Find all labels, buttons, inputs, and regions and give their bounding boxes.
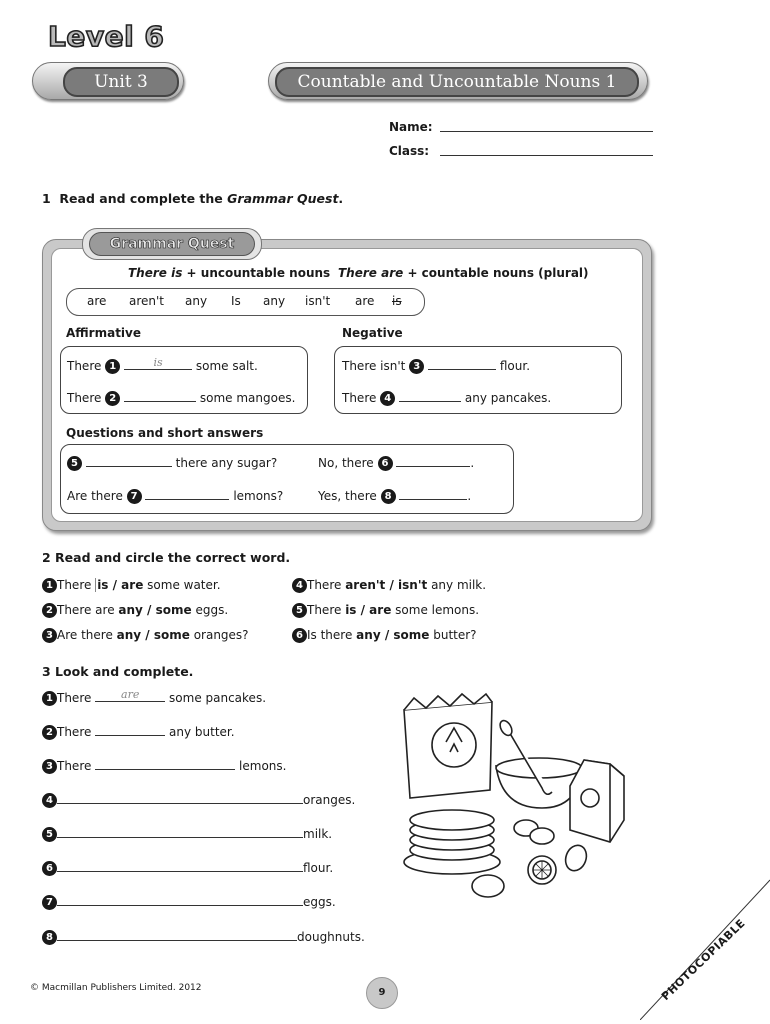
s3-text: lemons. (239, 759, 287, 773)
rule-right-b: + countable nouns (plural) (403, 266, 589, 280)
section1-text-end: . (338, 191, 344, 206)
section1-instruction (42, 191, 343, 206)
s2-text: There (307, 578, 346, 592)
answer-blank[interactable] (57, 791, 303, 804)
gq-item-text: There (67, 359, 102, 373)
answer-blank[interactable] (95, 723, 165, 736)
number-badge: 3 (409, 359, 424, 374)
s2-text: any milk. (427, 578, 487, 592)
class-label: Class: (389, 144, 430, 158)
word-bank-item: isn't (305, 294, 331, 308)
s3-text: oranges. (303, 793, 356, 807)
s2-options[interactable]: any / some (356, 628, 430, 642)
number-badge: 2 (105, 391, 120, 406)
s2-options[interactable]: is / are (97, 578, 144, 592)
word-bank-item: any (185, 294, 208, 308)
mixing-bowl-icon (496, 719, 582, 808)
answer-blank[interactable] (95, 689, 165, 702)
answer-blank[interactable] (86, 454, 172, 467)
s2-text: Is there (307, 628, 357, 642)
rule-uncountable (128, 266, 330, 280)
s2-item-6 (292, 628, 477, 643)
answer-blank[interactable] (124, 357, 192, 370)
answer-blank[interactable] (57, 893, 303, 906)
word-bank-item-crossed: is (392, 294, 402, 308)
unit-label: Unit 3 (63, 67, 179, 97)
answer-blank[interactable] (95, 757, 235, 770)
number-badge: 7 (42, 895, 57, 910)
rule-countable (338, 266, 589, 280)
rule-right-a: There are (338, 266, 404, 280)
affirmative-label: Affirmative (66, 326, 141, 340)
worksheet-title: Countable and Uncountable Nouns 1 (275, 67, 639, 97)
s2-text: There are (57, 603, 119, 617)
s2-item-1 (42, 578, 221, 593)
number-badge: 5 (292, 603, 307, 618)
s3-item-8 (42, 928, 365, 945)
food-illustration-icon (392, 690, 640, 900)
number-badge: 1 (42, 578, 57, 593)
pancakes-icon (404, 810, 500, 874)
s2-item-4 (292, 578, 486, 593)
s2-text: some lemons. (391, 603, 480, 617)
class-field[interactable] (440, 155, 653, 156)
s2-text: There (57, 578, 96, 592)
word-bank-item: are (355, 294, 375, 308)
s3-item-6 (42, 859, 333, 876)
s3-text: flour. (303, 861, 334, 875)
section2-instruction: 2 Read and circle the correct word. (42, 550, 291, 565)
gq-item-3 (342, 357, 530, 374)
s3-text: There (57, 725, 92, 739)
gq-item-1 (67, 357, 258, 374)
photocopiable-label: PHOTOCOPIABLE (658, 916, 748, 1003)
word-bank-item: are (87, 294, 107, 308)
gq-item-7 (67, 487, 283, 504)
gq-item-4 (342, 389, 551, 406)
number-badge: 1 (42, 691, 57, 706)
gq-item-2 (67, 389, 295, 406)
number-badge: 2 (42, 725, 57, 740)
s2-text: oranges? (189, 628, 249, 642)
corner-fold-icon (640, 870, 770, 1020)
gq-item-text: There (67, 391, 102, 405)
answer-blank[interactable] (396, 454, 470, 467)
answer-blank[interactable] (124, 389, 196, 402)
number-badge: 7 (127, 489, 142, 504)
s2-text: There (307, 603, 346, 617)
level-title: Level 6 (48, 20, 165, 53)
worksheet-title-badge (268, 62, 648, 100)
word-bank-item: any (263, 294, 286, 308)
gq-item-text: No, there (318, 456, 374, 470)
s2-text: some water. (143, 578, 221, 592)
word-bank (66, 288, 425, 316)
s3-item-7 (42, 893, 336, 910)
gq-item-text: Yes, there (318, 489, 377, 503)
number-badge: 5 (42, 827, 57, 842)
handwritten-answer: are (121, 688, 140, 701)
answer-blank[interactable] (399, 389, 461, 402)
s2-options[interactable]: any / some (118, 603, 192, 617)
number-badge: 2 (42, 603, 57, 618)
answer-blank[interactable] (57, 825, 303, 838)
gq-item-8 (318, 487, 471, 504)
s2-item-3 (42, 628, 249, 643)
section1-number: 1 (42, 191, 51, 206)
s3-item-2 (42, 723, 235, 740)
gq-item-text: some salt. (195, 359, 258, 373)
questions-label: Questions and short answers (66, 426, 264, 440)
s2-options[interactable]: is / are (345, 603, 392, 617)
number-badge: 1 (105, 359, 120, 374)
s3-text: some pancakes. (169, 691, 267, 705)
rule-left-b: + uncountable nouns (182, 266, 331, 280)
number-badge: 4 (292, 578, 307, 593)
grammar-quest-tab (82, 228, 262, 260)
gq-item-text: Are there (67, 489, 123, 503)
s3-item-4 (42, 791, 355, 808)
number-badge: 6 (378, 456, 393, 471)
number-badge: 4 (380, 391, 395, 406)
s3-text: milk. (303, 827, 333, 841)
s3-text: There (57, 759, 92, 773)
number-badge: 8 (42, 930, 57, 945)
section1-text: Read and complete the (59, 191, 228, 206)
section3-instruction: 3 Look and complete. (42, 664, 194, 679)
gq-item-text: some mangoes. (199, 391, 296, 405)
gq-item-text: . (470, 456, 475, 470)
gq-item-text: flour. (499, 359, 531, 373)
gq-item-text: there any sugar? (175, 456, 278, 470)
gq-item-5 (67, 454, 277, 471)
gq-item-text: lemons? (233, 489, 284, 503)
unit-badge (32, 62, 184, 100)
answer-blank[interactable] (399, 487, 467, 500)
flour-bag-icon (404, 694, 492, 798)
number-badge: 6 (292, 628, 307, 643)
negative-label: Negative (342, 326, 403, 340)
s2-text: Are there (57, 628, 117, 642)
answer-blank[interactable] (57, 859, 303, 872)
s3-item-1 (42, 689, 266, 706)
gq-item-text: any pancakes. (464, 391, 552, 405)
word-bank-item: aren't (129, 294, 165, 308)
number-badge: 6 (42, 861, 57, 876)
s3-text: doughnuts. (297, 930, 365, 944)
handwritten-answer: is (153, 356, 163, 369)
name-field[interactable] (440, 131, 653, 132)
number-badge: 3 (42, 759, 57, 774)
number-badge: 8 (381, 489, 396, 504)
gq-item-text: . (467, 489, 472, 503)
page-number: 9 (366, 977, 398, 1009)
s2-text: butter? (429, 628, 477, 642)
rule-left-a: There is (128, 266, 183, 280)
word-bank-item: Is (231, 294, 241, 308)
gq-item-text: There isn't (342, 359, 406, 373)
s2-options[interactable]: any / some (116, 628, 190, 642)
gq-item-text: There (342, 391, 377, 405)
s3-item-3 (42, 757, 286, 774)
s3-text: eggs. (303, 895, 336, 909)
s2-text: eggs. (191, 603, 229, 617)
s2-options[interactable]: aren't / isn't (345, 578, 428, 592)
name-label: Name: (389, 120, 433, 134)
s3-text: any butter. (169, 725, 235, 739)
s2-item-2 (42, 603, 228, 618)
section1-text-italic: Grammar Quest (227, 191, 339, 206)
answer-blank[interactable] (57, 928, 297, 941)
eggs-icon (514, 820, 554, 844)
number-badge: 3 (42, 628, 57, 643)
gq-item-6 (318, 454, 474, 471)
s3-item-5 (42, 825, 332, 842)
s3-text: There (57, 691, 92, 705)
grammar-quest-title: Grammar Quest (89, 232, 255, 256)
answer-blank[interactable] (428, 357, 496, 370)
milk-carton-icon (570, 760, 624, 842)
s2-item-5 (292, 603, 479, 618)
number-badge: 5 (67, 456, 82, 471)
answer-blank[interactable] (145, 487, 229, 500)
number-badge: 4 (42, 793, 57, 808)
copyright-text: © Macmillan Publishers Limited. 2012 (30, 983, 202, 993)
